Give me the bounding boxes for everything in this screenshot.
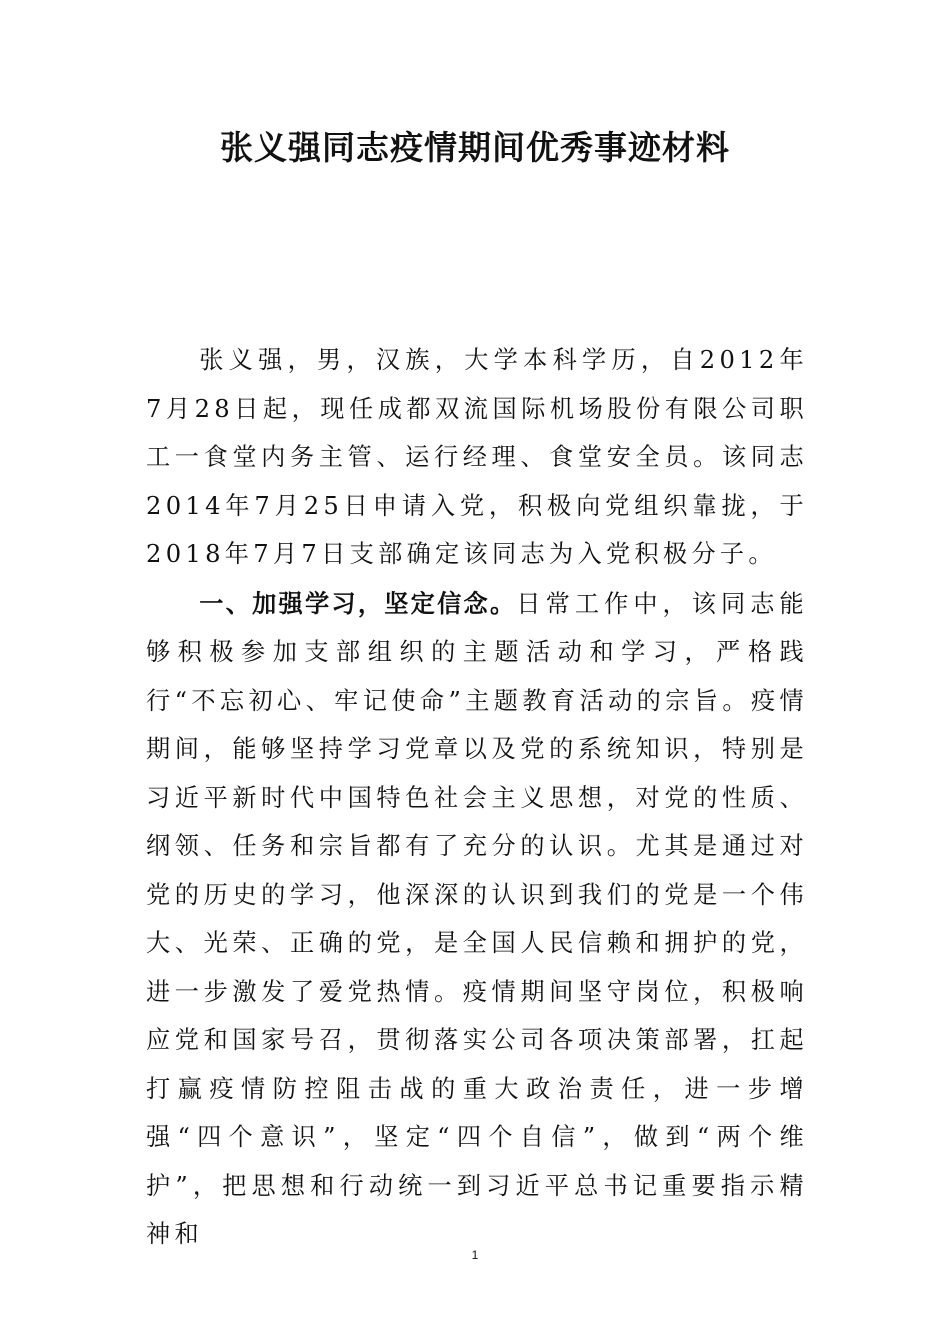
section-1-heading: 一、加强学习，坚定信念。 bbox=[199, 589, 517, 618]
section-1-paragraph bbox=[146, 580, 808, 1259]
intro-paragraph: 张义强，男，汉族，大学本科学历，自2012年7月28日起，现任成都双流国际机场股份有限公司职工一食堂内务主管、运行经理、食堂安全员。该同志2014年7月25日申请入党，积极向党组织靠拢，于2018年7月7日支部确定该同志为入党积极分子。 bbox=[146, 346, 808, 568]
page-number: 1 bbox=[471, 1248, 479, 1262]
document-title: 张义强同志疫情期间优秀事迹材料 bbox=[220, 128, 730, 167]
document-body bbox=[146, 336, 808, 1259]
section-1-text: 日常工作中，该同志能够积极参加支部组织的主题活动和学习，严格践行“不忘初心、牢记使命”主题教育活动的宗旨。疫情期间，能够坚持学习党章以及党的系统知识，特别是习近平新时代中国特色社会主义思想，对党的性质、纲领、任务和宗旨都有了充分的认识。尤其是通过对党的历史的学习，他深深的认识到我们的党是一个伟大、光荣、正确的党，是全国人民信赖和拥护的党，进一步激发了爱党热情。疫情期间坚守岗位，积极响应党和国家号召，贯彻落实公司各项决策部署，扛起打赢疫情防控阻击战的重大政治责任，进一步增强“四个意识”，坚定“四个自信”，做到“两个维护”，把思想和行动统一到习近平总书记重要指示精神和 bbox=[146, 589, 808, 1248]
